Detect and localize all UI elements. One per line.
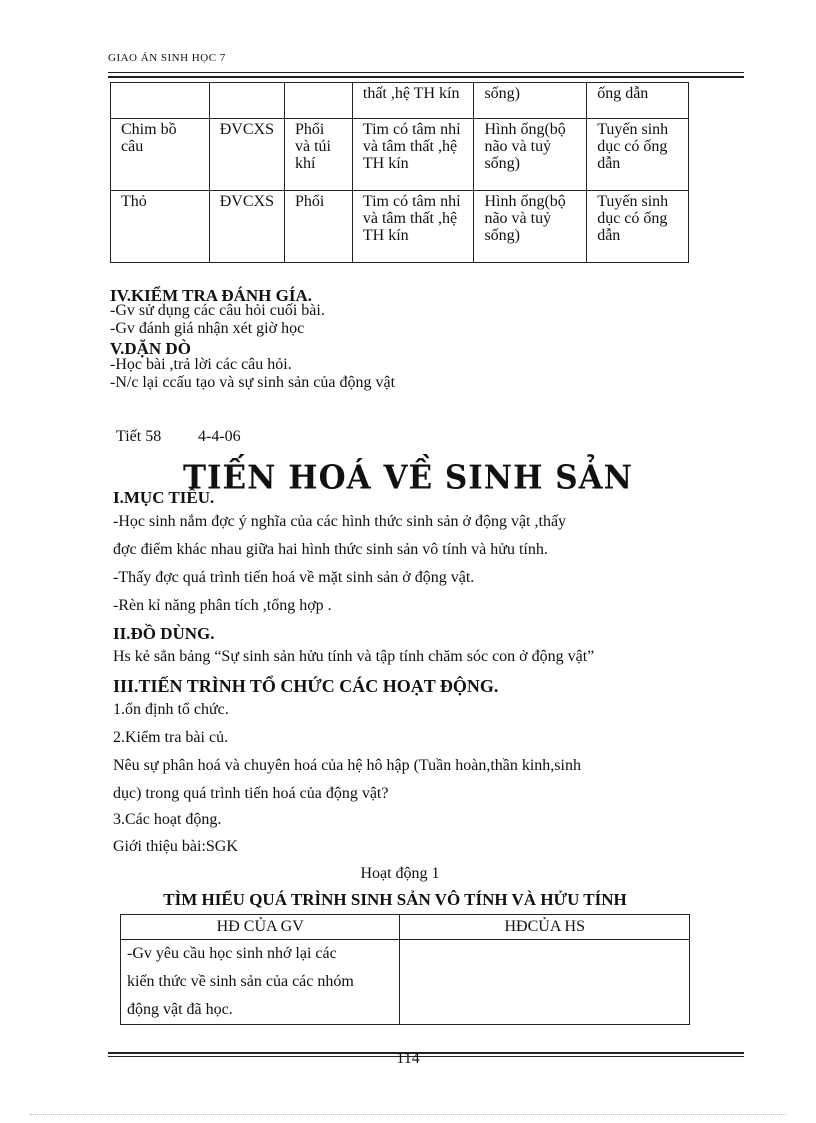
activity-title: TÌM HIỂU QUÁ TRÌNH SINH SẢN VÔ TÍNH VÀ HỬU TÍNH (163, 890, 627, 909)
table-cell (111, 83, 210, 119)
table-header-row (121, 915, 690, 940)
activity-label: Hoạt động 1 (360, 865, 440, 882)
text-line: Hs kẻ sẳn bảng “Sự sinh sản hửu tính và tập tính chăm sóc con ở động vật” (113, 648, 595, 665)
page-edge (30, 1114, 786, 1115)
text-line: kiến thức về sinh sản của các nhóm (127, 973, 354, 990)
table-cell: Tuyến sinh dục có ống dẫn (587, 119, 689, 191)
text-line: -Rèn kỉ năng phân tích ,tổng hợp . (113, 597, 332, 614)
text-line: -Gv đánh giá nhận xét giờ học (110, 320, 305, 337)
text-line: Nêu sự phân hoá và chuyên hoá của hệ hô hập (Tuần hoàn,thần kinh,sinh (113, 757, 581, 774)
text-line: 3.Các hoạt động. (113, 811, 222, 828)
column-header-hs: HĐCỦA HS (400, 915, 690, 940)
section-heading: II.ĐỒ DÙNG. (113, 624, 215, 643)
table-cell (209, 83, 284, 119)
section-heading: V.DẶN DÒ (110, 339, 191, 358)
table-cell: ĐVCXS (209, 191, 284, 263)
hs-activity-cell (400, 940, 690, 1025)
text-line: -Gv sử dụng các câu hỏi cuối bài. (110, 302, 325, 319)
text-line: đợc điểm khác nhau giữa hai hình thức sinh sản vô tính và hửu tính. (113, 541, 548, 558)
section-heading: I.MỤC TIÊU. (113, 488, 215, 507)
section-heading: IV.KIỂM TRA ĐÁNH GÍA. (110, 286, 312, 305)
table-cell: ống dẫn (587, 83, 689, 119)
text-line: 2.Kiểm tra bài củ. (113, 729, 229, 746)
table-cell: Thỏ (111, 191, 210, 263)
text-line: Giới thiệu bài:SGK (113, 838, 238, 855)
activity-table (120, 914, 690, 1025)
table-row (111, 119, 689, 191)
table-cell: Hình ống(bộ não và tuỷ sống) (474, 191, 587, 263)
table-cell: thất ,hệ TH kín (352, 83, 474, 119)
text-line: -Học sinh nắm đợc ý nghĩa của các hình thức sinh sản ở động vật ,thấy (113, 513, 567, 530)
header-rule (108, 72, 744, 73)
text-line: -N/c lại ccấu tạo và sự sinh sản của động vật (110, 374, 396, 391)
header-rule (108, 76, 744, 78)
text-line: 1.ổn định tổ chức. (113, 701, 229, 718)
section-heading: III.TIẾN TRÌNH TỔ CHỨC CÁC HOẠT ĐỘNG. (113, 676, 499, 696)
table-cell: Tuyến sinh dục có ống dẫn (587, 191, 689, 263)
table-cell: Chim bồ câu (111, 119, 210, 191)
text-line: -Gv yêu cầu học sinh nhớ lại các (127, 945, 337, 962)
table-cell: Hình ống(bộ não và tuỷ sống) (474, 119, 587, 191)
lesson-date: 4-4-06 (198, 428, 241, 445)
table-row (111, 83, 689, 119)
lesson-period: Tiết 58 (116, 428, 162, 445)
gv-activity-cell (121, 940, 400, 1025)
column-header-gv: HĐ CỦA GV (121, 915, 400, 940)
table-cell: Tim có tâm nhỉ và tâm thất ,hệ TH kín (352, 119, 474, 191)
comparison-table (110, 82, 689, 263)
table-cell (284, 83, 352, 119)
table-cell: Tim có tâm nhỉ và tâm thất ,hệ TH kín (352, 191, 474, 263)
table-row (111, 191, 689, 263)
text-line: -Học bài ,trả lời các câu hỏi. (110, 356, 292, 373)
table-cell: Phổi và túi khí (284, 119, 352, 191)
table-cell: sống) (474, 83, 587, 119)
table-cell: Phổi (284, 191, 352, 263)
table-row (121, 940, 690, 1025)
text-line: động vật đã học. (127, 1001, 233, 1018)
text-line: -Thấy đợc quá trình tiến hoá về mặt sinh sản ở động vật. (113, 569, 475, 586)
page-number: 114 (396, 1050, 420, 1067)
table-cell: ĐVCXS (209, 119, 284, 191)
text-line: dục) trong quá trình tiến hoá của động vật? (113, 785, 389, 802)
page-header: GIAO ÁN SINH HỌC 7 (108, 52, 226, 64)
lesson-title: TIẾN HOÁ VỀ SINH SẢN (182, 459, 634, 497)
